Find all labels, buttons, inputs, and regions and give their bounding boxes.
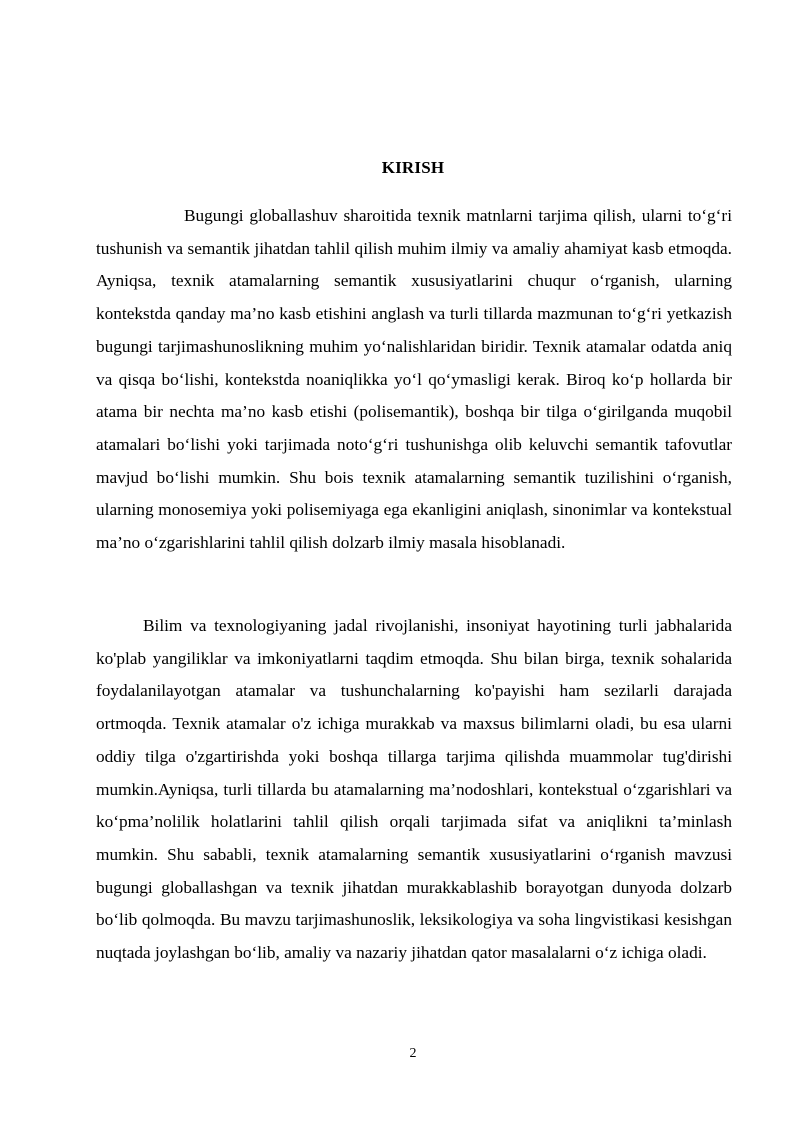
- intro-paragraph-2: Bilim va texnologiyaning jadal rivojlanishi, insoniyat hayotining turli jabhalarida ko'plab yangiliklar va imkoniyatlarni taqdim etmoqda. Shu bilan birga, texnik sohalarida foydalanilayotgan atamalar va tushunchalarning ko'payishi ham sezilarli darajada ortmoqda. Texnik atamalar o'z ichiga murakkab va maxsus bilimlarni oladi, bu esa ularni oddiy tilga o'zgartirishda yoki boshqa tillarga tarjima qilishda muammolar tug'dirishi mumkin.Ayniqsa, turli tillarda bu atamalarning ma’nodoshlari, kontekstual o‘zgarishlari va ko‘pma’nolilik holatlarini tahlil qilish orqali tarjimada sifat va aniqlikni ta’minlash mumkin. Shu sababli, texnik atamalarning semantik xususiyatlarini o‘rganish mavzusi bugungi globallashgan va texnik jihatdan murakkablashib borayotgan dunyoda dolzarb bo‘lib qolmoqda. Bu mavzu tarjimashunoslik, leksikologiya va soha lingvistikasi kesishgan nuqtada joylashgan bo‘lib, amaliy va nazariy jihatdan qator masalalarni o‘z ichiga oladi.: [96, 616, 732, 963]
- page-title: KIRISH: [381, 158, 445, 177]
- page-number: 2: [409, 1046, 417, 1061]
- intro-paragraph-1: Bugungi globallashuv sharoitida texnik matnlarni tarjima qilish, ularni to‘g‘ri tushunish va semantik jihatdan tahlil qilish muhim ilmiy va amaliy ahamiyat kasb etmoqda. Ayniqsa, texnik atamalarning semantik xususiyatlarini chuqur o‘rganish, ularning kontekstda qanday ma’no kasb etishini anglash va turli tillarda mazmunan to‘g‘ri yetkazish bugungi tarjimashunoslikning muhim yo‘nalishlaridan biridir. Texnik atamalar odatda aniq va qisqa bo‘lishi, kontekstda noaniqlikka yo‘l qo‘ymasligi kerak. Biroq ko‘p hollarda bir atama bir nechta ma’no kasb etishi (polisemantik), boshqa bir tilga o‘girilganda muqobil atamalari bo‘lishi yoki tarjimada noto‘g‘ri tushunishga olib keluvchi semantik tafovutlar mavjud bo‘lishi mumkin. Shu bois texnik atamalarning semantik tuzilishini o‘rganish, ularning monosemiya yoki polisemiyaga ega ekanligini aniqlash, sinonimlar va kontekstual ma’no o‘zgarishlarini tahlil qilish dolzarb ilmiy masala hisoblanadi.: [96, 206, 732, 553]
